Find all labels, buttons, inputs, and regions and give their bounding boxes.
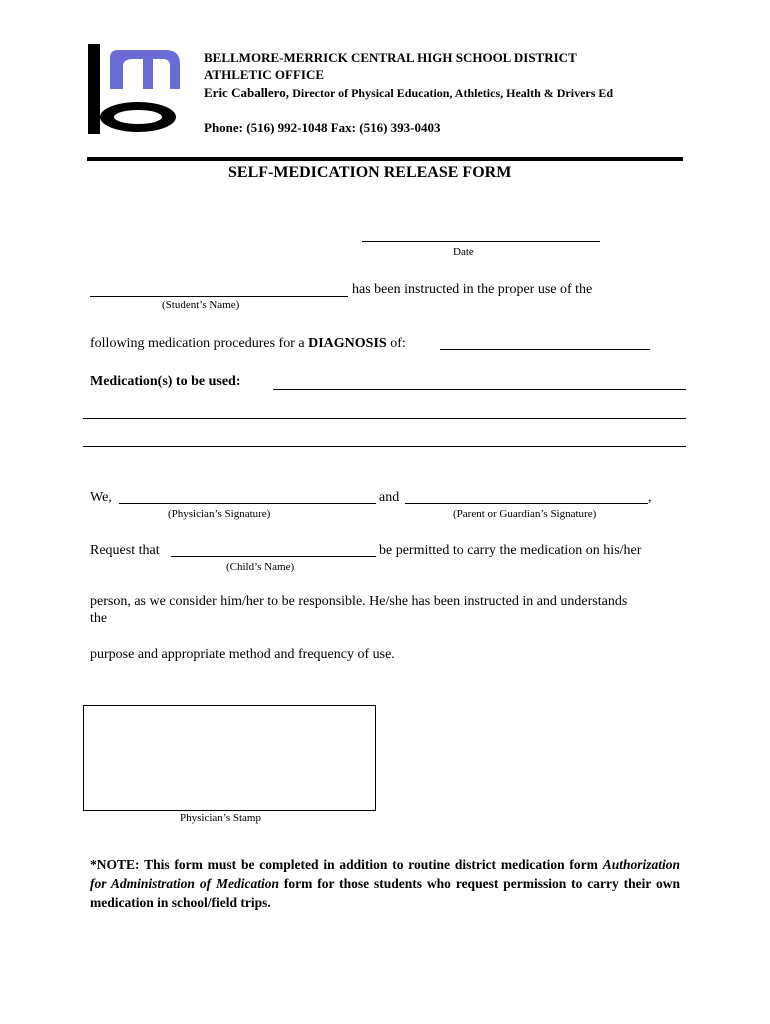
medication-field-2[interactable]	[83, 418, 686, 419]
director-title: Director of Physical Education, Athletics, Health & Drivers Ed	[292, 86, 614, 100]
physician-stamp-box[interactable]	[83, 705, 376, 811]
contact-line: Phone: (516) 992-1048 Fax: (516) 393-0403	[204, 120, 441, 135]
medication-label: Medication(s) to be used:	[90, 374, 241, 389]
director-line	[204, 84, 613, 102]
child-name-caption: (Child’s Name)	[226, 561, 295, 573]
physician-signature-field[interactable]	[119, 503, 376, 504]
parent-signature-field[interactable]	[405, 503, 648, 504]
student-name-caption: (Student’s Name)	[162, 299, 240, 311]
purpose-text: purpose and appropriate method and frequency of use.	[90, 647, 395, 662]
date-caption: Date	[453, 246, 474, 258]
date-field[interactable]	[362, 241, 600, 242]
we-label: We,	[90, 490, 112, 505]
responsibility-text-cont: the	[90, 611, 108, 626]
note-italic: Authorization for Administration of Medication	[90, 857, 680, 891]
student-name-field[interactable]	[90, 296, 348, 297]
diagnosis-prefix: following medication procedures for a	[90, 336, 305, 351]
diagnosis-bold: DIAGNOSIS	[308, 336, 387, 351]
request-label: Request that	[90, 543, 160, 558]
diagnosis-text	[90, 336, 406, 352]
medication-field-1[interactable]	[273, 389, 686, 390]
director-name: Eric Caballero,	[204, 85, 289, 100]
request-tail: be permitted to carry the medication on his/her	[379, 543, 642, 558]
header-divider	[87, 157, 683, 161]
office-name: ATHLETIC OFFICE	[204, 67, 325, 82]
note-paragraph	[90, 855, 680, 912]
and-label: and	[379, 490, 400, 505]
note-part1: *NOTE: This form must be completed in addition to routine district medication form	[90, 857, 598, 872]
form-title: SELF-MEDICATION RELEASE FORM	[228, 164, 512, 181]
student-instructed-text: has been instructed in the proper use of the	[352, 282, 593, 297]
responsibility-text: person, as we consider him/her to be responsible. He/she has been instructed in and understands	[90, 594, 628, 609]
note-part2: form for those students who request permission to carry their own medication in school/field trips.	[90, 876, 680, 910]
district-logo	[88, 44, 183, 136]
child-name-field[interactable]	[171, 556, 376, 557]
parent-signature-caption: (Parent or Guardian’s Signature)	[453, 508, 597, 520]
physician-signature-caption: (Physician’s Signature)	[168, 508, 271, 520]
district-name: BELLMORE-MERRICK CENTRAL HIGH SCHOOL DISTRICT	[204, 50, 577, 65]
diagnosis-suffix: of:	[390, 336, 406, 351]
comma: ,	[648, 490, 652, 505]
diagnosis-field[interactable]	[440, 349, 650, 350]
physician-stamp-caption: Physician’s Stamp	[180, 812, 261, 824]
medication-field-3[interactable]	[83, 446, 686, 447]
